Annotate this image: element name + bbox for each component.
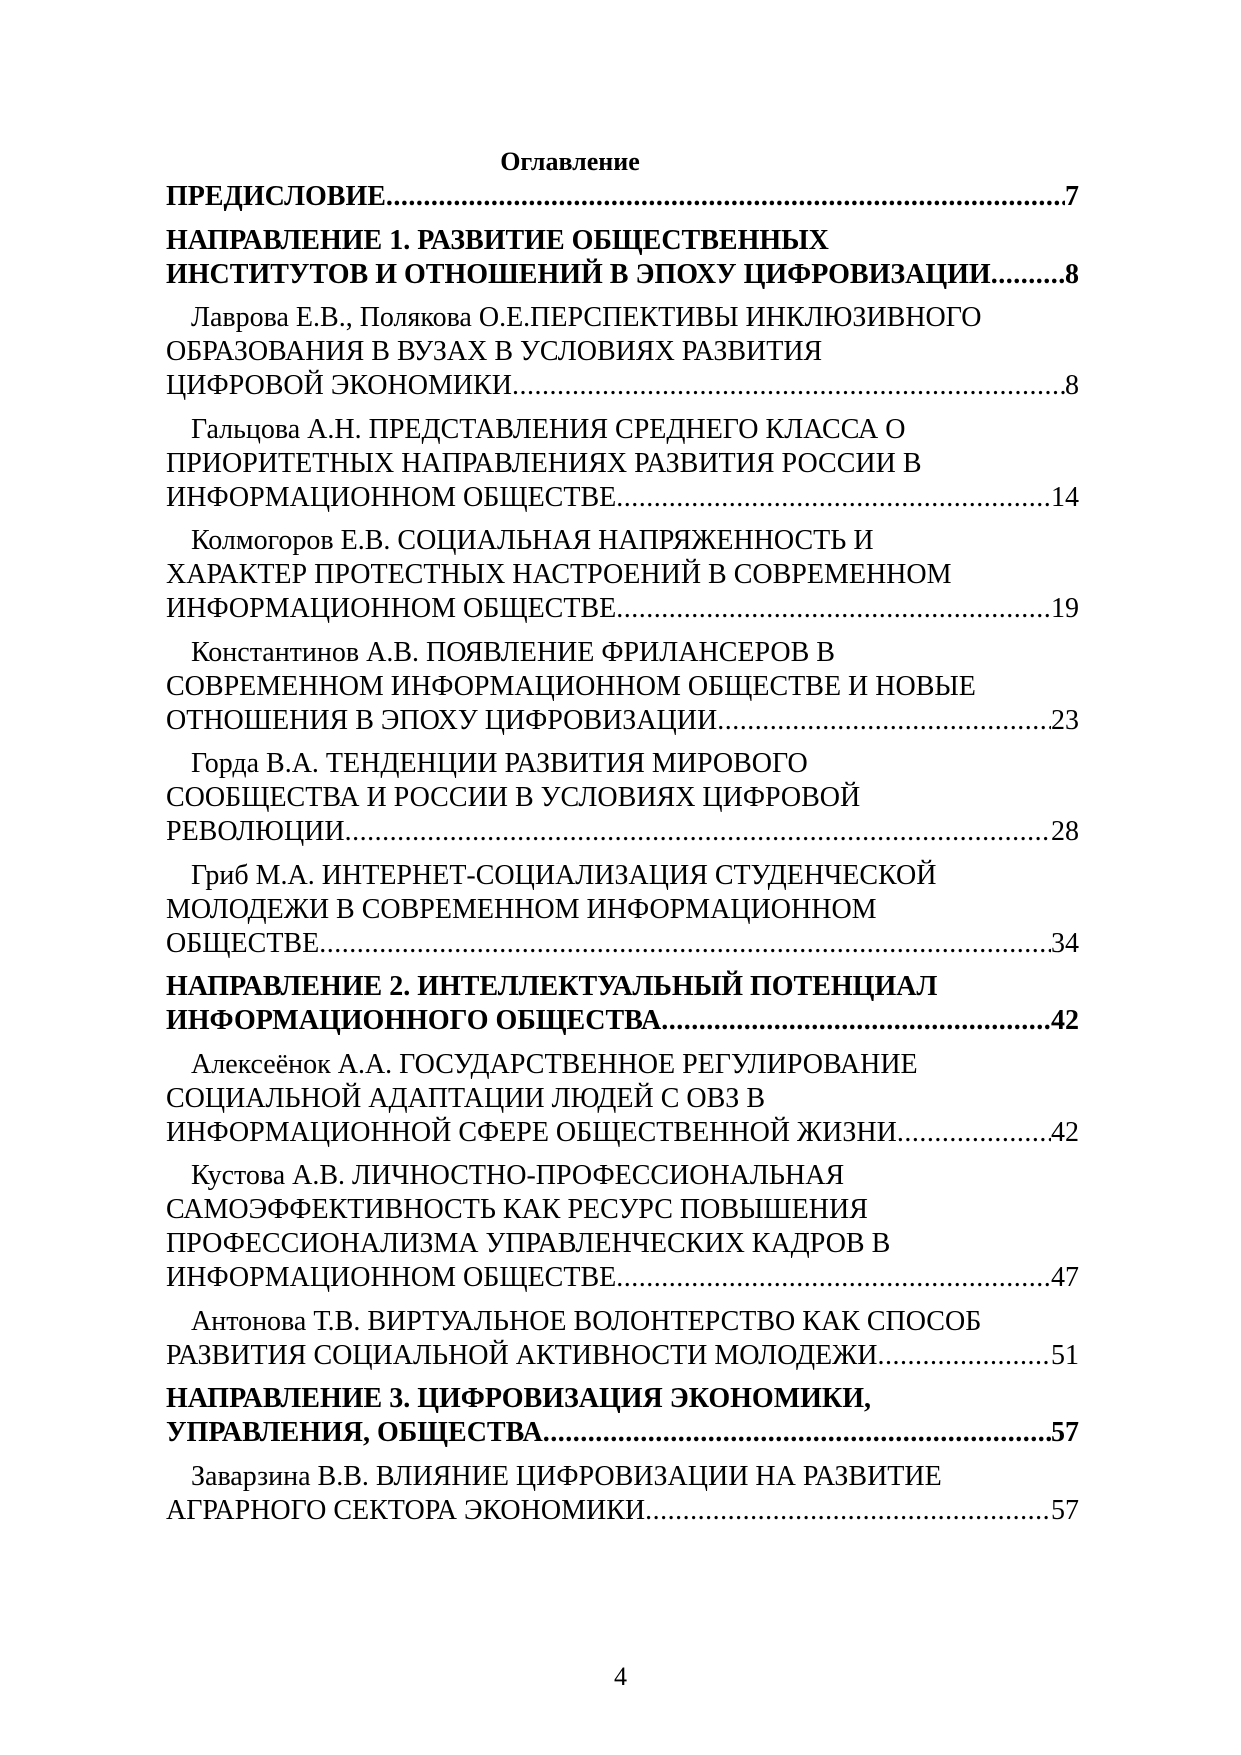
toc-entry-page: 34 (1051, 927, 1079, 959)
toc-entry-text: ПРЕДИСЛОВИЕ (166, 181, 386, 212)
table-of-contents (166, 180, 1079, 1537)
toc-entry-page: 19 (1051, 593, 1079, 624)
toc-entry-last-line (166, 180, 1079, 214)
toc-entry-line: Лаврова Е.В., Полякова О.Е.ПЕРСПЕКТИВЫ ИНКЛЮЗИВНОГО (191, 302, 982, 333)
dot-leader (512, 369, 1065, 403)
toc-entry-last-line (166, 258, 1079, 292)
dot-leader (645, 1494, 1051, 1528)
toc-entry-last-line (166, 481, 1079, 515)
dot-leader (717, 704, 1051, 738)
toc-article-entry[interactable] (166, 413, 1079, 515)
toc-entry-heading (166, 301, 1079, 369)
toc-article-entry[interactable] (166, 1305, 1079, 1373)
toc-entry-line: ОБРАЗОВАНИЯ В ВУЗАХ В УСЛОВИЯХ РАЗВИТИЯ (166, 336, 823, 367)
toc-entry-page: 28 (1051, 816, 1079, 847)
toc-entry-page: 7 (1065, 181, 1079, 212)
toc-article-entry[interactable] (166, 859, 1079, 961)
toc-entry-line: САМОЭФФЕКТИВНОСТЬ КАК РЕСУРС ПОВЫШЕНИЯ (166, 1194, 868, 1225)
toc-entry-page: 14 (1051, 481, 1079, 513)
toc-entry-line: Константинов А.В. ПОЯВЛЕНИЕ ФРИЛАНСЕРОВ В (191, 636, 835, 668)
toc-entry-line: Антонова Т.В. ВИРТУАЛЬНОЕ ВОЛОНТЕРСТВО КАК СПОСОБ (191, 1305, 982, 1337)
toc-section-entry[interactable] (166, 180, 1079, 214)
toc-entry-page: 42 (1051, 1005, 1079, 1036)
toc-entry-text: ИНФОРМАЦИОННОМ ОБЩЕСТВЕ (166, 1262, 617, 1293)
toc-entry-text: ИНФОРМАЦИОННОЙ СФЕРЕ ОБЩЕСТВЕННОЙ ЖИЗНИ (166, 1116, 897, 1148)
toc-entry-line: НАПРАВЛЕНИЕ 3. ЦИФРОВИЗАЦИЯ ЭКОНОМИКИ, (166, 1383, 871, 1414)
toc-entry-line: НАПРАВЛЕНИЕ 2. ИНТЕЛЛЕКТУАЛЬНЫЙ ПОТЕНЦИАЛ (166, 971, 938, 1002)
dot-leader (345, 815, 1051, 849)
toc-entry-line: Гальцова А.Н. ПРЕДСТАВЛЕНИЯ СРЕДНЕГО КЛАССА О (191, 413, 906, 445)
toc-entry-page: 57 (1051, 1494, 1079, 1526)
page-title: Оглавление (500, 147, 640, 176)
toc-entry-last-line (166, 815, 1079, 849)
toc-section-entry[interactable] (166, 970, 1079, 1038)
toc-article-entry[interactable] (166, 1048, 1079, 1150)
toc-entry-line: Алексеёнок А.А. ГОСУДАРСТВЕННОЕ РЕГУЛИРОВАНИЕ (191, 1048, 918, 1080)
toc-entry-page: 8 (1065, 370, 1079, 401)
toc-entry-heading (166, 636, 1079, 704)
toc-entry-line: ПРОФЕССИОНАЛИЗМА УПРАВЛЕНЧЕСКИХ КАДРОВ В (166, 1228, 891, 1259)
toc-entry-last-line (166, 1004, 1079, 1038)
toc-entry-line: СОВРЕМЕННОМ ИНФОРМАЦИОННОМ ОБЩЕСТВЕ И НОВЫЕ (166, 670, 976, 702)
toc-entry-last-line (166, 704, 1079, 738)
toc-entry-page: 47 (1051, 1262, 1079, 1293)
toc-entry-last-line (166, 592, 1079, 626)
page-number: 4 (614, 1662, 627, 1691)
toc-entry-text: ИНФОРМАЦИОННОГО ОБЩЕСТВА (166, 1005, 662, 1036)
toc-entry-line: ХАРАКТЕР ПРОТЕСТНЫХ НАСТРОЕНИЙ В СОВРЕМЕННОМ (166, 559, 952, 590)
toc-section-entry[interactable] (166, 224, 1079, 292)
dot-leader (386, 180, 1065, 214)
toc-entry-line: Заварзина В.В. ВЛИЯНИЕ ЦИФРОВИЗАЦИИ НА РАЗВИТИЕ (191, 1460, 942, 1492)
toc-entry-line: СООБЩЕСТВА И РОССИИ В УСЛОВИЯХ ЦИФРОВОЙ (166, 782, 861, 813)
toc-entry-line: Гриб М.А. ИНТЕРНЕТ-СОЦИАЛИЗАЦИЯ СТУДЕНЧЕСКОЙ (191, 859, 937, 891)
toc-entry-heading (166, 747, 1079, 815)
toc-entry-line: Колмогоров Е.В. СОЦИАЛЬНАЯ НАПРЯЖЕННОСТЬ И (191, 525, 874, 556)
toc-entry-line: СОЦИАЛЬНОЙ АДАПТАЦИИ ЛЮДЕЙ С ОВЗ В (166, 1082, 766, 1114)
toc-entry-last-line (166, 1261, 1079, 1295)
toc-entry-page: 57 (1051, 1417, 1079, 1448)
dot-leader (991, 258, 1065, 292)
toc-article-entry[interactable] (166, 1159, 1079, 1295)
toc-entry-text: ИНСТИТУТОВ И ОТНОШЕНИЙ В ЭПОХУ ЦИФРОВИЗАЦИИ (166, 258, 991, 290)
toc-entry-line: Кустова А.В. ЛИЧНОСТНО-ПРОФЕССИОНАЛЬНАЯ (191, 1160, 845, 1191)
toc-entry-text: ИНФОРМАЦИОННОМ ОБЩЕСТВЕ (166, 481, 617, 513)
toc-entry-heading (166, 524, 1079, 592)
dot-leader (877, 1339, 1051, 1373)
toc-entry-line: ПРИОРИТЕТНЫХ НАПРАВЛЕНИЯХ РАЗВИТИЯ РОССИИ В (166, 447, 922, 479)
toc-entry-line: МОЛОДЕЖИ В СОВРЕМЕННОМ ИНФОРМАЦИОННОМ (166, 893, 877, 925)
toc-entry-text: ЦИФРОВОЙ ЭКОНОМИКИ (166, 370, 512, 401)
dot-leader (661, 1004, 1051, 1038)
toc-entry-heading (166, 224, 1079, 258)
toc-entry-heading (166, 1048, 1079, 1116)
toc-entry-heading (166, 1159, 1079, 1261)
toc-entry-heading (166, 1305, 1079, 1339)
toc-section-entry[interactable] (166, 1382, 1079, 1450)
dot-leader (616, 592, 1051, 626)
toc-article-entry[interactable] (166, 524, 1079, 626)
dot-leader (543, 1416, 1051, 1450)
toc-entry-text: УПРАВЛЕНИЯ, ОБЩЕСТВА (166, 1417, 543, 1448)
toc-entry-text: ОТНОШЕНИЯ В ЭПОХУ ЦИФРОВИЗАЦИИ (166, 704, 718, 736)
toc-article-entry[interactable] (166, 301, 1079, 403)
toc-entry-line: Горда В.А. ТЕНДЕНЦИИ РАЗВИТИЯ МИРОВОГО (191, 748, 808, 779)
dot-leader (897, 1116, 1051, 1150)
toc-entry-last-line (166, 927, 1079, 961)
toc-entry-text: РЕВОЛЮЦИИ (166, 816, 345, 847)
toc-entry-text: РАЗВИТИЯ СОЦИАЛЬНОЙ АКТИВНОСТИ МОЛОДЕЖИ (166, 1339, 878, 1371)
toc-article-entry[interactable] (166, 1460, 1079, 1528)
toc-entry-heading (166, 1382, 1079, 1416)
toc-entry-heading (166, 413, 1079, 481)
toc-entry-last-line (166, 1339, 1079, 1373)
dot-leader (319, 927, 1051, 961)
toc-entry-page: 8 (1065, 258, 1079, 290)
toc-entry-line: НАПРАВЛЕНИЕ 1. РАЗВИТИЕ ОБЩЕСТВЕННЫХ (166, 224, 829, 256)
toc-entry-last-line (166, 369, 1079, 403)
toc-entry-last-line (166, 1494, 1079, 1528)
toc-entry-page: 42 (1051, 1116, 1079, 1148)
toc-entry-heading (166, 970, 1079, 1004)
toc-entry-last-line (166, 1416, 1079, 1450)
toc-article-entry[interactable] (166, 747, 1079, 849)
dot-leader (616, 481, 1051, 515)
toc-entry-text: АГРАРНОГО СЕКТОРА ЭКОНОМИКИ (166, 1494, 646, 1526)
dot-leader (616, 1261, 1051, 1295)
toc-entry-heading (166, 859, 1079, 927)
toc-entry-text: ИНФОРМАЦИОННОМ ОБЩЕСТВЕ (166, 593, 617, 624)
toc-entry-heading (166, 1460, 1079, 1494)
toc-entry-text: ОБЩЕСТВЕ (166, 927, 320, 959)
toc-article-entry[interactable] (166, 636, 1079, 738)
toc-entry-page: 51 (1051, 1339, 1079, 1371)
toc-entry-page: 23 (1051, 704, 1079, 736)
toc-entry-last-line (166, 1116, 1079, 1150)
